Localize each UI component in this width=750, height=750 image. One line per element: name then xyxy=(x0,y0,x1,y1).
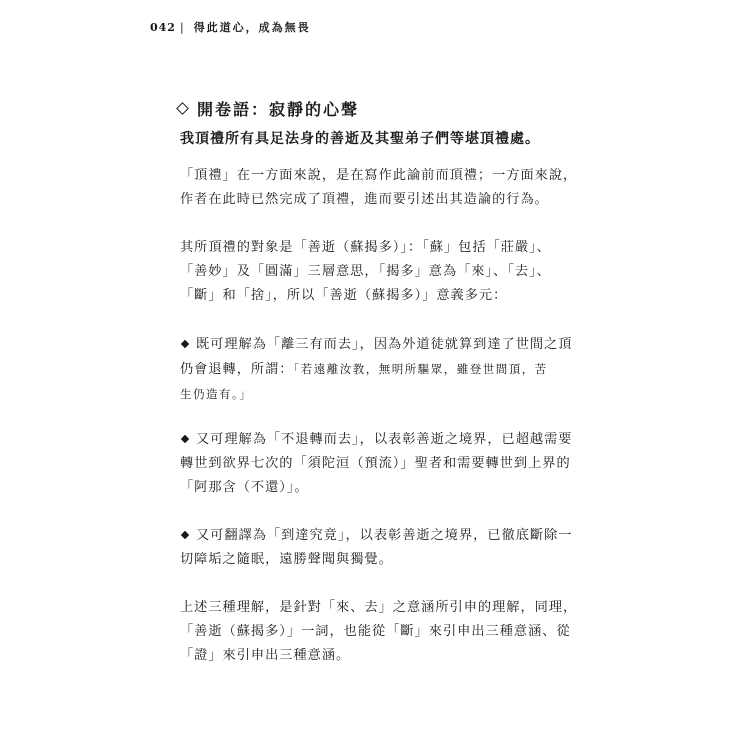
section-title: 開卷語：寂靜的心聲 xyxy=(197,100,360,119)
text-line: 又可理解為「不退轉而去」，以表彰善逝之境界，已超越需要 xyxy=(196,432,573,447)
paragraph-2 xyxy=(180,236,570,308)
text-line: 「善妙」及「圓滿」三層意思，「揭多」意為「來」、「去」、 xyxy=(180,264,551,279)
text-line-with-bullet xyxy=(180,524,573,548)
bullet-item-3 xyxy=(180,524,573,572)
text-line-with-quote xyxy=(180,357,570,382)
text-line: 仍會退轉，所謂： xyxy=(180,362,294,377)
text-line: 切障垢之隨眠，遠勝聲聞與獨覺。 xyxy=(180,552,393,567)
text-line: 上述三種理解，是針對「來、去」之意涵所引申的理解，同理， xyxy=(180,600,578,615)
bullet-item-1 xyxy=(180,333,573,407)
text-line: 轉世到欲界七次的「須陀洹（預流）」聖者和需要轉世到上界的 xyxy=(180,456,571,471)
text-line: 「善逝（蘇揭多）」一詞，也能從「斷」來引申出三種意涵、從 xyxy=(180,624,571,639)
text-line: 又可翻譯為「到達究竟」，以表彰善逝之境界，已徹底斷除一 xyxy=(196,528,573,543)
scripture-quote: 「若遠離汝教，無明所驅眾，雖登世間頂，苦 xyxy=(293,362,548,376)
text-line: 作者在此時已然完成了頂禮，進而要引述出其造論的行為。 xyxy=(180,192,549,207)
text-line-quote xyxy=(180,382,570,407)
section-subtitle: 我頂禮所有具足法身的善逝及其聖弟子們等堪頂禮處。 xyxy=(180,131,540,147)
paragraph-3 xyxy=(180,596,578,668)
text-line: 其所頂禮的對象是「善逝（蘇揭多）」：「蘇」包括「莊嚴」、 xyxy=(180,240,551,255)
paragraph-1 xyxy=(180,164,578,212)
running-header xyxy=(150,19,311,35)
diamond-bullet-icon xyxy=(181,339,189,347)
scripture-quote: 生仍造有。」 xyxy=(180,387,253,401)
text-line: 既可理解為「離三有而去」，因為外道徒就算到達了世間之頂 xyxy=(196,337,573,352)
diamond-bullet-icon xyxy=(181,530,189,538)
text-line: 「斷」和「捨」，所以「善逝（蘇揭多）」意義多元： xyxy=(180,288,508,303)
running-title: 得此道心，成為無畏 xyxy=(193,21,311,34)
text-line-with-bullet xyxy=(180,428,573,452)
bullet-item-2 xyxy=(180,428,573,500)
page-number: 042 xyxy=(150,20,176,34)
diamond-outline-icon xyxy=(176,102,189,115)
text-line: 「證」來引申出三種意涵。 xyxy=(180,648,351,663)
text-line: 「阿那含（不還）」。 xyxy=(180,480,309,495)
section-heading xyxy=(178,97,359,120)
text-line-with-bullet xyxy=(180,333,573,357)
text-line: 「頂禮」在一方面來說，是在寫作此論前而頂禮；一方面來說， xyxy=(180,168,578,183)
header-separator: | xyxy=(179,20,186,34)
diamond-bullet-icon xyxy=(181,434,189,442)
